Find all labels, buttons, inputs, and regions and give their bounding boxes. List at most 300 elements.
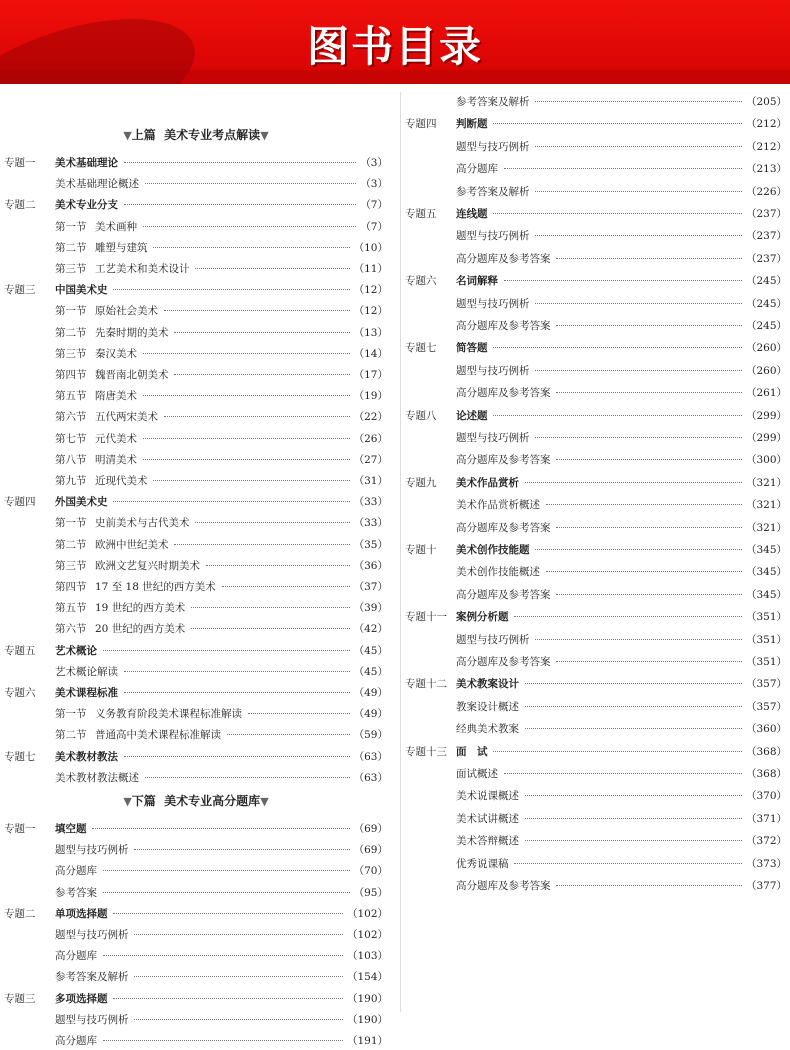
section-number: 第八节 [55, 453, 87, 466]
page-number: （300） [745, 454, 787, 467]
toc-section-row [4, 514, 388, 532]
page-number: （357） [745, 678, 787, 691]
toc-item-row [4, 947, 388, 965]
page-number: （12） [353, 284, 388, 297]
page-number: （12） [353, 305, 388, 318]
toc-section-row [4, 726, 388, 744]
entry-title: 近现代美术 [95, 475, 148, 487]
topic-number: 专题四 [4, 496, 36, 509]
page-number: （191） [346, 1035, 388, 1047]
entry-title: 题型与技巧例析 [456, 432, 530, 444]
toc-item-row [405, 765, 787, 783]
section-number: 第一节 [55, 305, 87, 318]
dot-leader [174, 332, 349, 333]
dot-leader [525, 840, 742, 841]
dot-leader [556, 527, 741, 528]
toc-item-row [405, 519, 787, 537]
toc-section-row [4, 387, 388, 405]
entry-title: 题型与技巧例析 [55, 844, 129, 857]
page-number: （7） [360, 199, 388, 212]
part-spacer [156, 128, 164, 142]
header-banner [0, 0, 790, 84]
dot-leader [103, 892, 350, 893]
dot-leader [504, 773, 742, 774]
entry-title: 面 试 [456, 745, 488, 758]
dot-leader [493, 751, 741, 752]
page-number: （260） [745, 342, 787, 355]
toc-section-row [4, 260, 388, 278]
toc-topic-row [4, 748, 388, 766]
toc-topic-row [4, 642, 388, 660]
toc-section-row [4, 366, 388, 384]
section-number: 第一节 [55, 708, 87, 721]
dot-leader [113, 289, 349, 290]
page-number: （31） [353, 475, 388, 487]
page-number: （321） [745, 476, 787, 489]
dot-leader [143, 226, 356, 227]
toc-item-row [405, 653, 787, 671]
entry-title: 简答题 [456, 342, 488, 355]
topic-number: 专题六 [4, 687, 36, 699]
toc-item-row [405, 93, 787, 111]
entry-title: 美术说课概述 [456, 790, 519, 803]
dot-leader [143, 395, 350, 396]
dot-leader [535, 549, 741, 550]
dot-leader [124, 204, 356, 205]
page-number: （49） [353, 687, 388, 699]
dot-leader [514, 616, 741, 617]
toc-topic-row [405, 743, 787, 761]
toc-section-row [4, 430, 388, 448]
toc-item-row [4, 862, 388, 880]
page-number: （33） [353, 517, 388, 530]
toc-item-row [405, 138, 787, 156]
part-label: 上篇 [131, 128, 156, 142]
topic-number: 专题十一 [405, 611, 447, 624]
toc-topic-row [405, 474, 787, 492]
page-number: （3） [360, 157, 388, 169]
topic-number: 专题五 [4, 644, 36, 657]
page-number: （372） [745, 835, 787, 848]
entry-title: 美术教材教法概述 [55, 771, 139, 784]
dot-leader [556, 661, 741, 662]
toc-item-row [405, 362, 787, 380]
page-number: （321） [745, 521, 787, 534]
dot-leader [546, 571, 742, 572]
dot-leader [556, 258, 741, 259]
toc-item-row [405, 250, 787, 268]
page-number: （42） [353, 623, 388, 636]
toc-section-row [4, 408, 388, 426]
dot-leader [222, 586, 350, 587]
toc-section-row [4, 218, 388, 236]
dot-leader [535, 101, 741, 102]
dot-leader [134, 934, 342, 935]
dot-leader [124, 671, 350, 672]
section-number: 第一节 [55, 517, 87, 530]
toc-section-row [4, 451, 388, 469]
page-number: （102） [346, 907, 388, 920]
dot-leader [134, 976, 342, 977]
toc-item-row [405, 317, 787, 335]
entry-title: 20 世纪的西方美术 [95, 623, 186, 636]
dot-leader [556, 459, 741, 460]
page-number: （26） [353, 432, 388, 445]
entry-title: 美术作品赏析 [456, 476, 519, 489]
dot-leader [535, 235, 741, 236]
dot-leader [556, 885, 741, 886]
toc-topic-row [4, 154, 388, 172]
dot-leader [191, 628, 349, 629]
dot-leader [103, 955, 343, 956]
dot-leader [535, 303, 741, 304]
entry-title: 高分题库及参考答案 [456, 656, 551, 668]
entry-title: 参考答案 [55, 886, 97, 899]
entry-title: 高分题库 [55, 950, 97, 963]
toc-item-row [4, 926, 388, 944]
entry-title: 题型与技巧例析 [456, 297, 530, 310]
toc-topic-row [4, 281, 388, 299]
section-number: 第六节 [55, 411, 87, 424]
toc-topic-row [405, 272, 787, 290]
toc-item-row [405, 451, 787, 469]
dot-leader [504, 280, 742, 281]
page-number: （14） [353, 347, 388, 360]
dot-leader [103, 1040, 343, 1041]
column-divider [400, 92, 401, 1012]
entry-title: 美术答辩概述 [456, 835, 519, 848]
toc-topic-row [405, 339, 787, 357]
dot-leader [525, 818, 742, 819]
dot-leader [493, 415, 741, 416]
page-number: （370） [745, 790, 787, 803]
toc-item-row [405, 227, 787, 245]
part-heading [106, 791, 286, 811]
topic-number: 专题八 [405, 409, 437, 422]
toc-item-row [405, 429, 787, 447]
toc-item-row [405, 877, 787, 895]
entry-title: 美术教案设计 [456, 678, 519, 691]
dot-leader [535, 370, 741, 371]
entry-title: 高分题库及参考答案 [456, 320, 551, 332]
dot-leader [493, 213, 741, 214]
section-number: 第三节 [55, 347, 87, 360]
page-number: （299） [745, 432, 787, 444]
entry-title: 美术专业分支 [55, 199, 118, 212]
section-number: 第二节 [55, 729, 87, 742]
page-number: （351） [745, 656, 787, 668]
dot-leader [248, 713, 350, 714]
toc-item-row [4, 968, 388, 986]
dot-leader [535, 146, 741, 147]
page-number: （213） [745, 163, 787, 176]
entry-title: 美术画种 [95, 220, 137, 233]
toc-topic-row [4, 684, 388, 702]
page-number: （59） [353, 729, 388, 742]
toc-item-row [405, 832, 787, 850]
page-number: （377） [745, 880, 787, 892]
dot-leader [525, 683, 742, 684]
page-number: （345） [745, 544, 787, 556]
dot-leader [143, 353, 350, 354]
dot-leader [113, 913, 342, 914]
page-number: （205） [745, 96, 787, 108]
section-number: 第二节 [55, 241, 87, 254]
dot-leader [124, 756, 350, 757]
topic-number: 专题一 [4, 157, 36, 169]
dot-leader [153, 480, 349, 481]
toc-topic-row [4, 905, 388, 923]
page-number: （102） [346, 929, 388, 941]
page-number: （35） [353, 538, 388, 551]
entry-title: 题型与技巧例析 [456, 364, 530, 377]
dot-leader [504, 168, 742, 169]
entry-title: 中国美术史 [55, 284, 108, 297]
dot-leader [556, 594, 741, 595]
page-number: （357） [745, 700, 787, 713]
entry-title: 单项选择题 [55, 907, 108, 920]
dot-leader [514, 863, 741, 864]
page-number: （69） [353, 823, 388, 835]
entry-title: 普通高中美术课程标准解读 [95, 729, 221, 742]
triangle-down-icon: ▼ [260, 795, 269, 808]
page-number: （49） [353, 708, 388, 721]
entry-title: 高分题库及参考答案 [456, 880, 551, 892]
toc-item-row [405, 810, 787, 828]
section-number: 第七节 [55, 432, 87, 445]
topic-number: 专题一 [4, 823, 36, 835]
dot-leader [124, 162, 356, 163]
toc-item-row [405, 384, 787, 402]
toc-item-row [4, 663, 388, 681]
dot-leader [103, 650, 350, 651]
toc-topic-row [405, 407, 787, 425]
toc-item-row [4, 175, 388, 193]
page-number: （69） [353, 844, 388, 857]
toc-section-row [4, 536, 388, 554]
part-title: 美术专业高分题库 [164, 794, 261, 808]
part-label: 下篇 [131, 794, 156, 808]
toc-topic-row [4, 990, 388, 1008]
toc-item-row [4, 1032, 388, 1050]
dot-leader [206, 565, 350, 566]
dot-leader [535, 639, 741, 640]
entry-title: 19 世纪的西方美术 [95, 602, 186, 615]
entry-title: 参考答案及解析 [55, 971, 129, 984]
page-number: （63） [353, 771, 388, 784]
page-number: （19） [353, 390, 388, 403]
section-number: 第九节 [55, 475, 87, 487]
page-number: （95） [353, 886, 388, 899]
entry-title: 史前美术与古代美术 [95, 517, 190, 530]
entry-title: 高分题库及参考答案 [456, 252, 551, 265]
page-number: （237） [745, 252, 787, 265]
toc-topic-row [405, 541, 787, 559]
dot-leader [191, 607, 349, 608]
toc-topic-row [4, 196, 388, 214]
entry-title: 美术基础理论 [55, 157, 118, 169]
page-number: （7） [360, 220, 388, 233]
entry-title: 判断题 [456, 118, 488, 131]
toc-topic-row [4, 820, 388, 838]
entry-title: 多项选择题 [55, 992, 108, 1005]
page-number: （360） [745, 723, 787, 736]
toc-item-row [405, 720, 787, 738]
dot-leader [143, 459, 350, 460]
dot-leader [556, 325, 741, 326]
page-title: 图书目录 [306, 22, 483, 71]
dot-leader [134, 1019, 342, 1020]
toc-section-row [4, 599, 388, 617]
dot-leader [195, 522, 349, 523]
dot-leader [525, 706, 742, 707]
page-number: （27） [353, 453, 388, 466]
toc-topic-row [4, 493, 388, 511]
entry-title: 高分题库 [456, 163, 498, 176]
dot-leader [525, 795, 742, 796]
toc-item-row [405, 698, 787, 716]
entry-title: 五代两宋美术 [95, 411, 158, 424]
dot-leader [164, 310, 350, 311]
entry-title: 题型与技巧例析 [456, 140, 530, 153]
page-number: （345） [745, 588, 787, 601]
entry-title: 填空题 [55, 823, 87, 835]
dot-leader [535, 437, 741, 438]
entry-title: 欧洲中世纪美术 [95, 538, 169, 551]
part-title: 美术专业考点解读 [164, 128, 261, 142]
page-number: （368） [745, 745, 787, 758]
page-number: （368） [745, 768, 787, 780]
topic-number: 专题七 [405, 342, 437, 355]
entry-title: 名词解释 [456, 275, 498, 288]
entry-title: 题型与技巧例析 [456, 230, 530, 243]
page-number: （373） [745, 857, 787, 870]
entry-title: 先秦时期的美术 [95, 326, 169, 339]
entry-title: 欧洲文艺复兴时期美术 [95, 559, 200, 572]
page-number: （3） [360, 178, 388, 191]
entry-title: 连线题 [456, 208, 488, 220]
section-number: 第三节 [55, 263, 87, 275]
toc-item-row [405, 631, 787, 649]
page-number: （237） [745, 208, 787, 220]
dot-leader [143, 438, 350, 439]
dot-leader [92, 828, 349, 829]
entry-title: 题型与技巧例析 [55, 929, 129, 941]
dot-leader [493, 347, 741, 348]
page-number: （212） [745, 118, 787, 131]
section-number: 第二节 [55, 326, 87, 339]
page-number: （245） [745, 275, 787, 288]
entry-title: 经典美术教案 [456, 723, 519, 736]
section-number: 第一节 [55, 220, 87, 233]
entry-title: 面试概述 [456, 768, 498, 780]
entry-title: 魏晋南北朝美术 [95, 369, 169, 381]
toc-topic-row [405, 608, 787, 626]
section-number: 第五节 [55, 602, 87, 615]
page-number: （13） [353, 326, 388, 339]
topic-number: 专题九 [405, 476, 437, 489]
dot-leader [124, 692, 350, 693]
toc-section-row [4, 472, 388, 490]
entry-title: 工艺美术和美术设计 [95, 263, 190, 275]
page-number: （212） [745, 140, 787, 153]
dot-leader [493, 123, 741, 124]
entry-title: 教案设计概述 [456, 700, 519, 713]
triangle-down-icon: ▼ [123, 795, 132, 808]
toc-section-row [4, 705, 388, 723]
page-number: （11） [353, 263, 388, 275]
dot-leader [103, 870, 350, 871]
dot-leader [113, 998, 342, 999]
topic-number: 专题十 [405, 544, 437, 556]
page-number: （190） [346, 992, 388, 1005]
toc-topic-row [405, 115, 787, 133]
toc-item-row [4, 884, 388, 902]
dot-leader [546, 504, 742, 505]
toc-item-row [405, 586, 787, 604]
toc-item-row [405, 295, 787, 313]
toc-item-row [4, 769, 388, 787]
dot-leader [174, 374, 349, 375]
toc-item-row [405, 855, 787, 873]
page-number: （261） [745, 387, 787, 400]
page-number: （70） [353, 865, 388, 878]
toc-section-row [4, 620, 388, 638]
dot-leader [145, 183, 356, 184]
entry-title: 雕塑与建筑 [95, 241, 148, 254]
dot-leader [174, 544, 349, 545]
topic-number: 专题三 [4, 284, 36, 297]
page-number: （321） [745, 499, 787, 512]
entry-title: 高分题库及参考答案 [456, 387, 551, 400]
entry-title: 高分题库及参考答案 [456, 521, 551, 534]
topic-number: 专题四 [405, 118, 437, 131]
dot-leader [145, 777, 350, 778]
dot-leader [556, 392, 741, 393]
page-number: （245） [745, 297, 787, 310]
page-number: （345） [745, 566, 787, 579]
triangle-down-icon: ▼ [123, 129, 132, 142]
topic-number: 专题七 [4, 750, 36, 763]
page-number: （103） [346, 950, 388, 963]
page-number: （371） [745, 812, 787, 825]
section-number: 第四节 [55, 369, 87, 381]
section-number: 第六节 [55, 623, 87, 636]
toc-section-row [4, 239, 388, 257]
entry-title: 秦汉美术 [95, 347, 137, 360]
entry-title: 美术基础理论概述 [55, 178, 139, 191]
page-number: （45） [353, 665, 388, 678]
entry-title: 17 至 18 世纪的西方美术 [95, 581, 216, 593]
entry-title: 隋唐美术 [95, 390, 137, 403]
topic-number: 专题十二 [405, 678, 447, 691]
toc-item-row [405, 183, 787, 201]
entry-title: 元代美术 [95, 432, 137, 445]
page-number: （260） [745, 364, 787, 377]
page-number: （10） [353, 241, 388, 254]
entry-title: 美术教材教法 [55, 750, 118, 763]
entry-title: 高分题库及参考答案 [456, 454, 551, 467]
part-spacer [156, 794, 164, 808]
entry-title: 艺术概论 [55, 644, 97, 657]
topic-number: 专题十三 [405, 745, 447, 758]
dot-leader [164, 416, 350, 417]
part-heading [106, 125, 286, 145]
triangle-down-icon: ▼ [260, 129, 269, 142]
section-number: 第四节 [55, 581, 87, 593]
page-number: （22） [353, 411, 388, 424]
page-number: （36） [353, 559, 388, 572]
